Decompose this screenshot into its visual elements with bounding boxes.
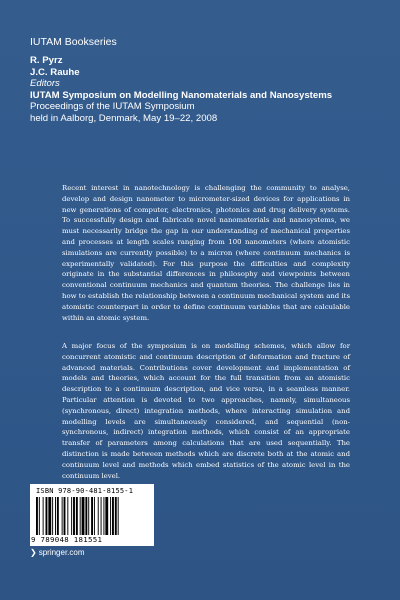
isbn-text: ISBN 978-90-481-8155-1 [36, 487, 134, 495]
barcode-stripe [110, 497, 111, 535]
publisher-website[interactable] [30, 548, 85, 557]
barcode-stripe [98, 497, 99, 535]
barcode-stripe [62, 497, 63, 535]
barcode-stripe [43, 497, 44, 535]
barcode-stripe [101, 497, 102, 535]
barcode-stripe [64, 497, 66, 535]
barcode-stripe [52, 497, 53, 535]
chevron-right-icon: ❯ [30, 548, 37, 557]
barcode-stripe [115, 497, 117, 535]
barcode-label [30, 484, 154, 546]
barcode-stripe [71, 497, 72, 535]
barcode-stripe [67, 497, 68, 535]
barcode-bars [36, 497, 148, 535]
editor-name: J.C. Rauhe [30, 66, 80, 78]
barcode-stripe [103, 497, 104, 535]
book-title: IUTAM Symposium on Modelling Nanomaterials and Nanosystems [30, 89, 333, 101]
blurb-paragraph-1: Recent interest in nanotechnology is challenging the community to analyse, develop and design nanometer to micrometer-sized devices for applications in new generations of computer, electronics, photonics and drug delivery systems. To successfully design and fabricate novel nanomaterials and nanosystems, we must necessarily bridge the gap in our understanding of mechanical properties and processes at length scales ranging from 100 nanometers (where atomistic simulations are currently possible) to a micron (where continuum mechanics is experimentally validated). For this purpose the difficulties and complexity originate in the substantial differences in philosophy and viewpoints between conventional continuum mechanics and quantum theories. The challenge lies in how to establish the relationship between a continuum mechanical system and its atomistic counterpart in order to define continuum variables that are calculable within an atomic system. [62, 184, 350, 322]
barcode-stripe [82, 497, 85, 535]
barcode-stripe [55, 497, 56, 535]
barcode-stripe [73, 497, 75, 535]
barcode-stripe [36, 497, 38, 535]
barcode-stripe [39, 497, 40, 535]
ean-digits: 9 789048 181551 [31, 535, 103, 544]
barcode-stripe [91, 497, 93, 535]
barcode-stripe [46, 497, 48, 535]
barcode-stripe [94, 497, 95, 535]
proceedings-line: held in Aalborg, Denmark, May 19–22, 2008 [30, 112, 218, 124]
barcode-stripe [48, 497, 51, 535]
barcode-stripe [88, 497, 89, 535]
barcode-stripe [118, 497, 119, 535]
barcode-stripe [57, 497, 59, 535]
proceedings-line: Proceedings of the IUTAM Symposium [30, 101, 195, 112]
barcode-stripe [76, 497, 78, 535]
website-text: springer.com [38, 548, 85, 557]
barcode-stripe [80, 497, 81, 535]
barcode-stripe [85, 497, 87, 535]
editor-name: R. Pyrz [30, 55, 63, 66]
series-name: IUTAM Bookseries [30, 36, 117, 48]
barcode-stripe [112, 497, 114, 535]
blurb-paragraph-2: A major focus of the symposium is on modelling schemes, which allow for concurrent atomistic and continuum description of deformation and fracture of advanced materials. Contributions cover development and implementation of models and theories, which account for the full transition from an atomistic description to a continuum description, and vice versa, in a seamless manner. Particular attention is devoted to two approaches, namely, simultaneous (synchronous, direct) integration methods, where interacting simulation and modelling levels are simultaneously considered, and sequential (non-synchronous, indirect) integration methods, which consist of an appropriate transfer of parameters among calculations that are used sequentially. The distinction is made between methods which are discrete both at the atomic and continuum level and methods which embed statistics of the atomic level in the continuum level. [62, 342, 350, 480]
barcode-stripe [105, 497, 108, 535]
editors-label: Editors [30, 78, 60, 89]
book-header [30, 55, 390, 124]
